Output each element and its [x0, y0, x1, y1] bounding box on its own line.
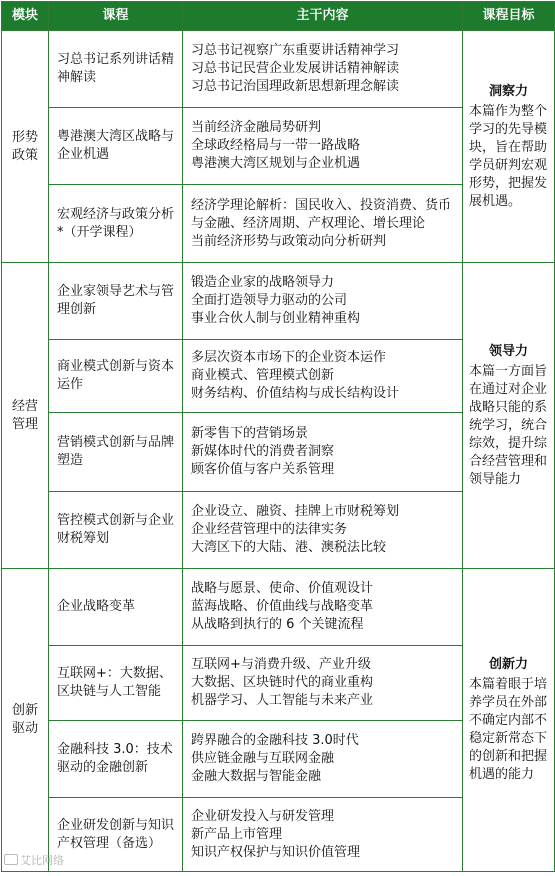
content-cell: [183, 263, 463, 340]
course-cell: 商业模式创新与资本运作: [49, 340, 183, 413]
goal-title: 洞察力: [488, 83, 528, 99]
course-cell: 营销模式创新与品牌塑造: [49, 413, 183, 492]
content-cell: [183, 31, 463, 108]
table-row: [2, 569, 555, 646]
content-cell: [183, 569, 463, 646]
content-line: 习总书记民营企业发展讲话精神解读: [191, 61, 400, 76]
content-line: 企业研发投入与研发管理: [191, 808, 335, 824]
content-line: 粤港澳大湾区规划与企业机遇: [191, 156, 361, 171]
table-row: [2, 31, 555, 108]
course-cell: 宏观经济与政策分析*（开学课程）: [49, 185, 183, 263]
content-line: 机器学习、人工智能与未来产业: [191, 693, 374, 708]
content-line: 蓝海战略、价值曲线与战略变革: [191, 599, 374, 614]
content-line: 跨界融合的金融科技 3.0时代: [191, 733, 359, 748]
content-line: 知识产权保护与知识价值管理: [191, 844, 361, 860]
watermark: [4, 852, 64, 868]
goal-cell: [463, 569, 555, 872]
curriculum-table: [1, 1, 555, 872]
content-line: 新产品上市管理: [191, 826, 283, 842]
content-cell: [183, 492, 463, 569]
content-cell: [183, 721, 463, 798]
content-line: 财务结构、价值结构与成长结构设计: [191, 386, 400, 401]
course-cell: 互联网+：大数据、区块链与人工智能: [49, 646, 183, 721]
content-cell: [183, 340, 463, 413]
content-line: 顾客价值与客户关系管理: [191, 462, 335, 477]
goal-cell: [463, 31, 555, 263]
module-cell: 经营管理: [2, 263, 49, 569]
header-module: 模块: [2, 2, 49, 31]
content-line: 当前经济形势与政策动向分析研判: [191, 233, 387, 249]
content-cell: [183, 798, 463, 872]
content-line: 当前经济金融局势研判: [191, 120, 322, 135]
content-line: 战略与愿景、使命、价值观设计: [191, 581, 374, 596]
content-line: 大湾区下的大陆、港、澳税法比较: [191, 540, 387, 555]
header-content: 主干内容: [183, 2, 463, 31]
content-line: 金融大数据与智能金融: [191, 769, 322, 784]
watermark-text: 艾比网络: [20, 854, 64, 867]
course-cell: 习总书记系列讲话精神解读: [49, 31, 183, 108]
goal-title: 领导力: [488, 343, 528, 359]
content-line: 供应链金融与互联网金融: [191, 751, 335, 766]
camera-icon: [4, 854, 18, 865]
content-cell: [183, 646, 463, 721]
course-cell: 企业研发创新与知识产权管理（备选）: [49, 798, 183, 872]
goal-cell: [463, 263, 555, 569]
content-line: 商业模式、管理模式创新: [191, 368, 335, 383]
header-course: 课程: [49, 2, 183, 31]
header-row: [2, 2, 555, 31]
course-cell: 金融科技 3.0：技术驱动的金融创新: [49, 721, 183, 798]
goal-text: 本篇一方面旨在通过对企业战略只能的系统学习，统合综效，提升综合经营管理和领导能力: [469, 363, 548, 487]
module-cell: 创新驱动: [2, 569, 49, 872]
content-cell: [183, 185, 463, 263]
content-line: 习总书记治国理政新思想新理念解读: [191, 79, 400, 94]
content-line: 企业设立、融资、挂牌上市财税筹划: [191, 504, 400, 519]
content-line: 锻造企业家的战略领导力: [191, 275, 335, 290]
content-line: 新媒体时代的消费者洞察: [191, 444, 335, 459]
goal-text: 本篇着眼于培养学员在外部不确定内部不稳定新常态下的创新和把握机遇的能力: [469, 677, 548, 782]
content-cell: [183, 108, 463, 185]
course-cell: 企业战略变革: [49, 569, 183, 646]
content-cell: [183, 413, 463, 492]
goal-title: 创新力: [488, 657, 528, 672]
content-line: 经济学理论解析：国民收入、投资消费、货币与金融、经济周期、产权理论、增长理论: [191, 197, 452, 231]
content-line: 事业合伙人制与创业精神重构: [191, 311, 361, 326]
table-row: [2, 263, 555, 340]
content-line: 全面打造领导力驱动的公司: [191, 293, 348, 308]
content-line: 互联网+与消费升级、产业升级: [191, 657, 371, 672]
content-line: 多层次资本市场下的企业资本运作: [191, 350, 387, 365]
content-line: 大数据、区块链时代的商业重构: [191, 675, 374, 690]
goal-text: 本篇作为整个学习的先导模块，旨在帮助学员研判宏观形势，把握发展机遇。: [469, 103, 548, 209]
content-line: 从战略到执行的 6 个关键流程: [191, 617, 364, 632]
content-line: 新零售下的营销场景: [191, 426, 309, 441]
course-cell: 管控模式创新与企业财税筹划: [49, 492, 183, 569]
header-goal: 课程目标: [463, 2, 555, 31]
content-line: 习总书记视察广东重要讲话精神学习: [191, 43, 400, 58]
module-cell: 形势政策: [2, 31, 49, 263]
course-cell: 企业家领导艺术与管理创新: [49, 263, 183, 340]
content-line: 全球政经格局与一带一路战略: [191, 138, 361, 153]
content-line: 企业经营管理中的法律实务: [191, 522, 348, 537]
course-cell: 粤港澳大湾区战略与企业机遇: [49, 108, 183, 185]
